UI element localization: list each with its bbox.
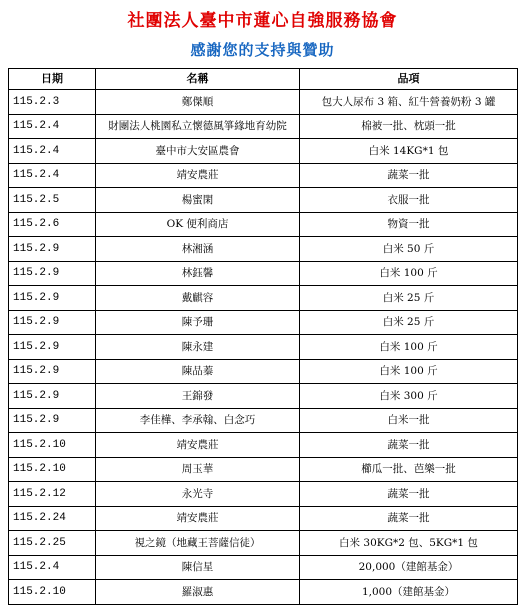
table-row — [9, 580, 518, 605]
donor-name-cell: 戴麒容 — [96, 286, 300, 311]
table-row — [9, 310, 518, 335]
table-header-row — [9, 69, 518, 90]
item-cell: 櫛瓜一批、芭樂一批 — [300, 457, 518, 482]
column-header-name: 名稱 — [96, 69, 300, 90]
date-cell: 115.2.9 — [9, 310, 96, 335]
date-cell: 115.2.10 — [9, 433, 96, 458]
donor-name-cell: 楊蜜閑 — [96, 188, 300, 213]
donor-name-cell: 陳品蓁 — [96, 359, 300, 384]
donor-name-cell: 李佳樺、李承翰、白念巧 — [96, 408, 300, 433]
table-row — [9, 114, 518, 139]
date-cell: 115.2.25 — [9, 531, 96, 556]
date-cell: 115.2.9 — [9, 384, 96, 409]
item-cell: 白米 300 斤 — [300, 384, 518, 409]
date-cell: 115.2.10 — [9, 580, 96, 605]
donor-name-cell: 靖安農莊 — [96, 433, 300, 458]
date-cell: 115.2.12 — [9, 482, 96, 507]
date-cell: 115.2.5 — [9, 188, 96, 213]
item-cell: 白米 25 斤 — [300, 310, 518, 335]
donor-name-cell: 鄭傑順 — [96, 90, 300, 115]
item-cell: 白米 100 斤 — [300, 359, 518, 384]
item-cell: 棉被一批、枕頭一批 — [300, 114, 518, 139]
table-row — [9, 457, 518, 482]
item-cell: 白米 14KG*1 包 — [300, 139, 518, 164]
donor-name-cell: 周玉華 — [96, 457, 300, 482]
item-cell: 白米 30KG*2 包、5KG*1 包 — [300, 531, 518, 556]
date-cell: 115.2.4 — [9, 114, 96, 139]
date-cell: 115.2.9 — [9, 335, 96, 360]
donor-name-cell: 陳予珊 — [96, 310, 300, 335]
item-cell: 衣服一批 — [300, 188, 518, 213]
item-cell: 白米 100 斤 — [300, 261, 518, 286]
item-cell: 1,000（建館基金） — [300, 580, 518, 605]
table-row — [9, 261, 518, 286]
date-cell: 115.2.9 — [9, 261, 96, 286]
donor-name-cell: 臺中市大安區農會 — [96, 139, 300, 164]
table-row — [9, 359, 518, 384]
table-row — [9, 212, 518, 237]
donor-name-cell: 羅淑惠 — [96, 580, 300, 605]
date-cell: 115.2.4 — [9, 139, 96, 164]
date-cell: 115.2.24 — [9, 506, 96, 531]
item-cell: 物資一批 — [300, 212, 518, 237]
table-row — [9, 286, 518, 311]
table-row — [9, 163, 518, 188]
table-row — [9, 188, 518, 213]
item-cell: 白米 50 斤 — [300, 237, 518, 262]
item-cell: 蔬菜一批 — [300, 163, 518, 188]
item-cell: 白米 100 斤 — [300, 335, 518, 360]
table-row — [9, 555, 518, 580]
column-header-item: 品項 — [300, 69, 518, 90]
item-cell: 蔬菜一批 — [300, 506, 518, 531]
item-cell: 白米 25 斤 — [300, 286, 518, 311]
table-row — [9, 139, 518, 164]
donor-name-cell: 財團法人桃園私立懷德風箏緣地育幼院 — [96, 114, 300, 139]
table-row — [9, 90, 518, 115]
donor-name-cell: 靖安農莊 — [96, 506, 300, 531]
item-cell: 蔬菜一批 — [300, 482, 518, 507]
table-row — [9, 237, 518, 262]
donor-name-cell: 視之鏡（地藏王菩薩信徒） — [96, 531, 300, 556]
table-row — [9, 482, 518, 507]
date-cell: 115.2.10 — [9, 457, 96, 482]
donor-name-cell: 林湘涵 — [96, 237, 300, 262]
table-row — [9, 335, 518, 360]
donor-name-cell: 林鈺馨 — [96, 261, 300, 286]
donor-name-cell: 靖安農莊 — [96, 163, 300, 188]
donor-name-cell: 陳信星 — [96, 555, 300, 580]
date-cell: 115.2.3 — [9, 90, 96, 115]
item-cell: 蔬菜一批 — [300, 433, 518, 458]
donor-name-cell: 王錦發 — [96, 384, 300, 409]
date-cell: 115.2.6 — [9, 212, 96, 237]
table-row — [9, 433, 518, 458]
table-row — [9, 384, 518, 409]
item-cell: 20,000（建館基金） — [300, 555, 518, 580]
column-header-date: 日期 — [9, 69, 96, 90]
date-cell: 115.2.4 — [9, 163, 96, 188]
donor-name-cell: OK 便利商店 — [96, 212, 300, 237]
donor-name-cell: 永光寺 — [96, 482, 300, 507]
table-row — [9, 408, 518, 433]
item-cell: 包大人尿布 3 箱、紅牛營養奶粉 3 罐 — [300, 90, 518, 115]
thanks-subtitle: 感謝您的支持與贊助 — [190, 41, 335, 59]
item-cell: 白米一批 — [300, 408, 518, 433]
donation-table — [8, 68, 518, 605]
table-row — [9, 531, 518, 556]
table-body — [9, 90, 518, 605]
organization-title: 社團法人臺中市蓮心自強服務協會 — [127, 11, 398, 31]
table-row — [9, 506, 518, 531]
date-cell: 115.2.9 — [9, 408, 96, 433]
donor-name-cell: 陳永建 — [96, 335, 300, 360]
date-cell: 115.2.9 — [9, 237, 96, 262]
date-cell: 115.2.4 — [9, 555, 96, 580]
date-cell: 115.2.9 — [9, 286, 96, 311]
date-cell: 115.2.9 — [9, 359, 96, 384]
